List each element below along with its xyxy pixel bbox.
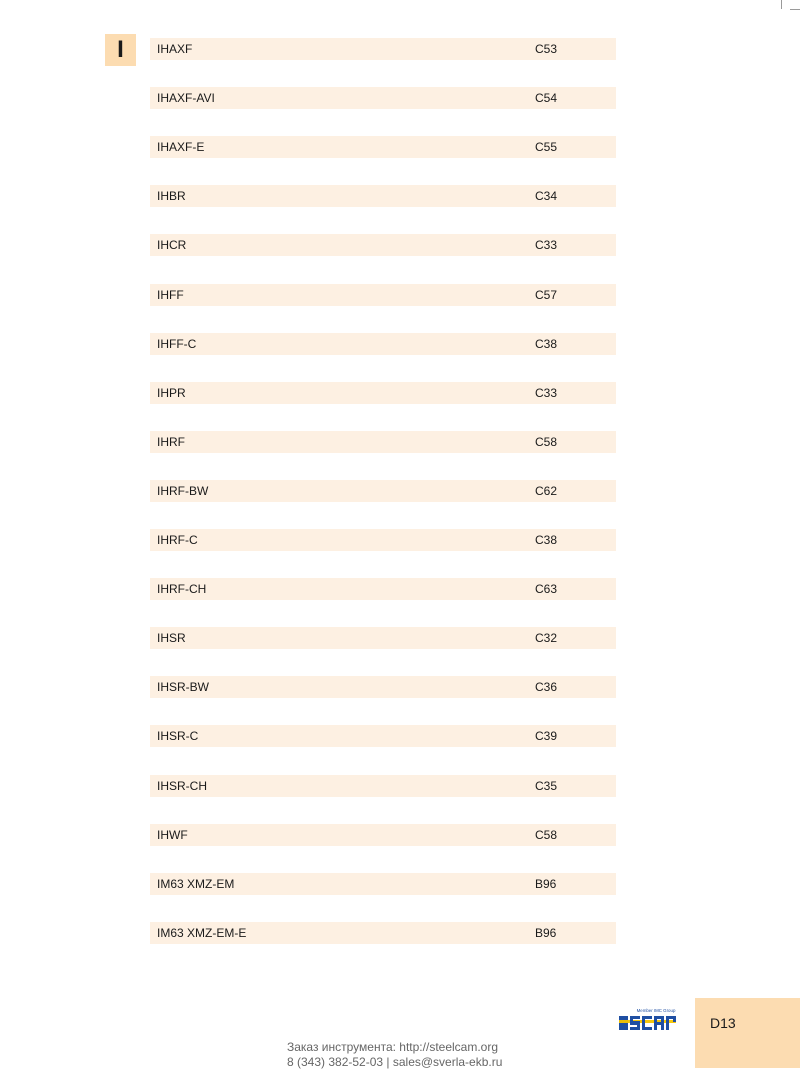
product-code: IHRF-CH xyxy=(157,582,207,597)
index-row xyxy=(150,333,616,355)
page-reference: C63 xyxy=(535,582,558,597)
page-reference: C53 xyxy=(535,42,558,56)
product-code: IHAXF-AVI xyxy=(157,91,215,106)
product-code: IHSR-CH xyxy=(157,778,207,793)
product-code: IHPR xyxy=(157,385,186,400)
index-row xyxy=(150,284,616,306)
crop-mark xyxy=(781,0,782,9)
index-row xyxy=(150,529,616,551)
footer-contact-line: 8 (343) 382-52-03 | sales@sverla-ekb.ru xyxy=(287,1055,503,1069)
page-reference: B96 xyxy=(535,876,557,891)
product-code: IHRF xyxy=(157,434,185,449)
page-reference: C58 xyxy=(535,827,558,842)
product-code: IM63 XMZ-EM-E xyxy=(157,925,247,940)
product-code: IHCR xyxy=(157,238,187,253)
page-reference: C35 xyxy=(535,778,558,793)
page-reference: C32 xyxy=(535,631,558,646)
product-code: IHAXF-E xyxy=(157,140,205,155)
index-row xyxy=(150,136,616,158)
index-row xyxy=(150,578,616,600)
page-reference: C62 xyxy=(535,483,558,498)
product-code: IHWF xyxy=(157,827,188,842)
index-row xyxy=(150,775,616,797)
page-reference: C55 xyxy=(535,140,558,155)
index-row xyxy=(150,87,616,109)
page-reference: C34 xyxy=(535,189,558,204)
page-number-tab xyxy=(695,998,800,1068)
page-reference: C57 xyxy=(535,287,558,302)
crop-mark xyxy=(790,9,800,10)
page-reference: C33 xyxy=(535,385,558,400)
page-reference: C36 xyxy=(535,680,558,695)
page-number: D13 xyxy=(710,1015,736,1031)
product-code: IHRF-BW xyxy=(157,483,209,498)
index-row xyxy=(150,873,616,895)
product-code: IM63 XMZ-EM xyxy=(157,876,235,891)
index-row xyxy=(150,824,616,846)
index-row xyxy=(150,627,616,649)
product-code: IHAXF xyxy=(157,42,193,56)
page-reference: C54 xyxy=(535,91,558,106)
product-code: IHSR-C xyxy=(157,729,199,744)
index-row xyxy=(150,431,616,453)
page-reference: C38 xyxy=(535,336,558,351)
index-row xyxy=(150,480,616,502)
footer xyxy=(287,1040,502,1070)
index-row xyxy=(150,234,616,256)
product-code: IHRF-C xyxy=(157,533,198,547)
index-row xyxy=(150,676,616,698)
product-code: IHBR xyxy=(157,189,186,204)
product-code: IHSR xyxy=(157,631,186,646)
page-reference: C38 xyxy=(535,533,558,547)
product-code: IHFF xyxy=(157,287,184,302)
section-letter: I xyxy=(117,36,124,63)
index-row xyxy=(150,185,616,207)
index-row xyxy=(150,922,616,944)
product-code: IHFF-C xyxy=(157,336,197,351)
page-reference: C39 xyxy=(535,729,558,744)
product-code: IHSR-BW xyxy=(157,680,209,695)
index-row xyxy=(150,725,616,747)
index-row xyxy=(150,382,616,404)
page-reference: B96 xyxy=(535,925,557,940)
iscar-logo xyxy=(618,1006,680,1034)
page-reference: C58 xyxy=(535,434,558,449)
footer-order-line: Заказ инструмента: http://steelcam.org xyxy=(287,1040,499,1054)
page-reference: C33 xyxy=(535,238,558,253)
logo-tagline: Member IMC Group xyxy=(636,1008,676,1013)
section-letter-tab xyxy=(105,34,136,66)
index-row xyxy=(150,38,616,60)
